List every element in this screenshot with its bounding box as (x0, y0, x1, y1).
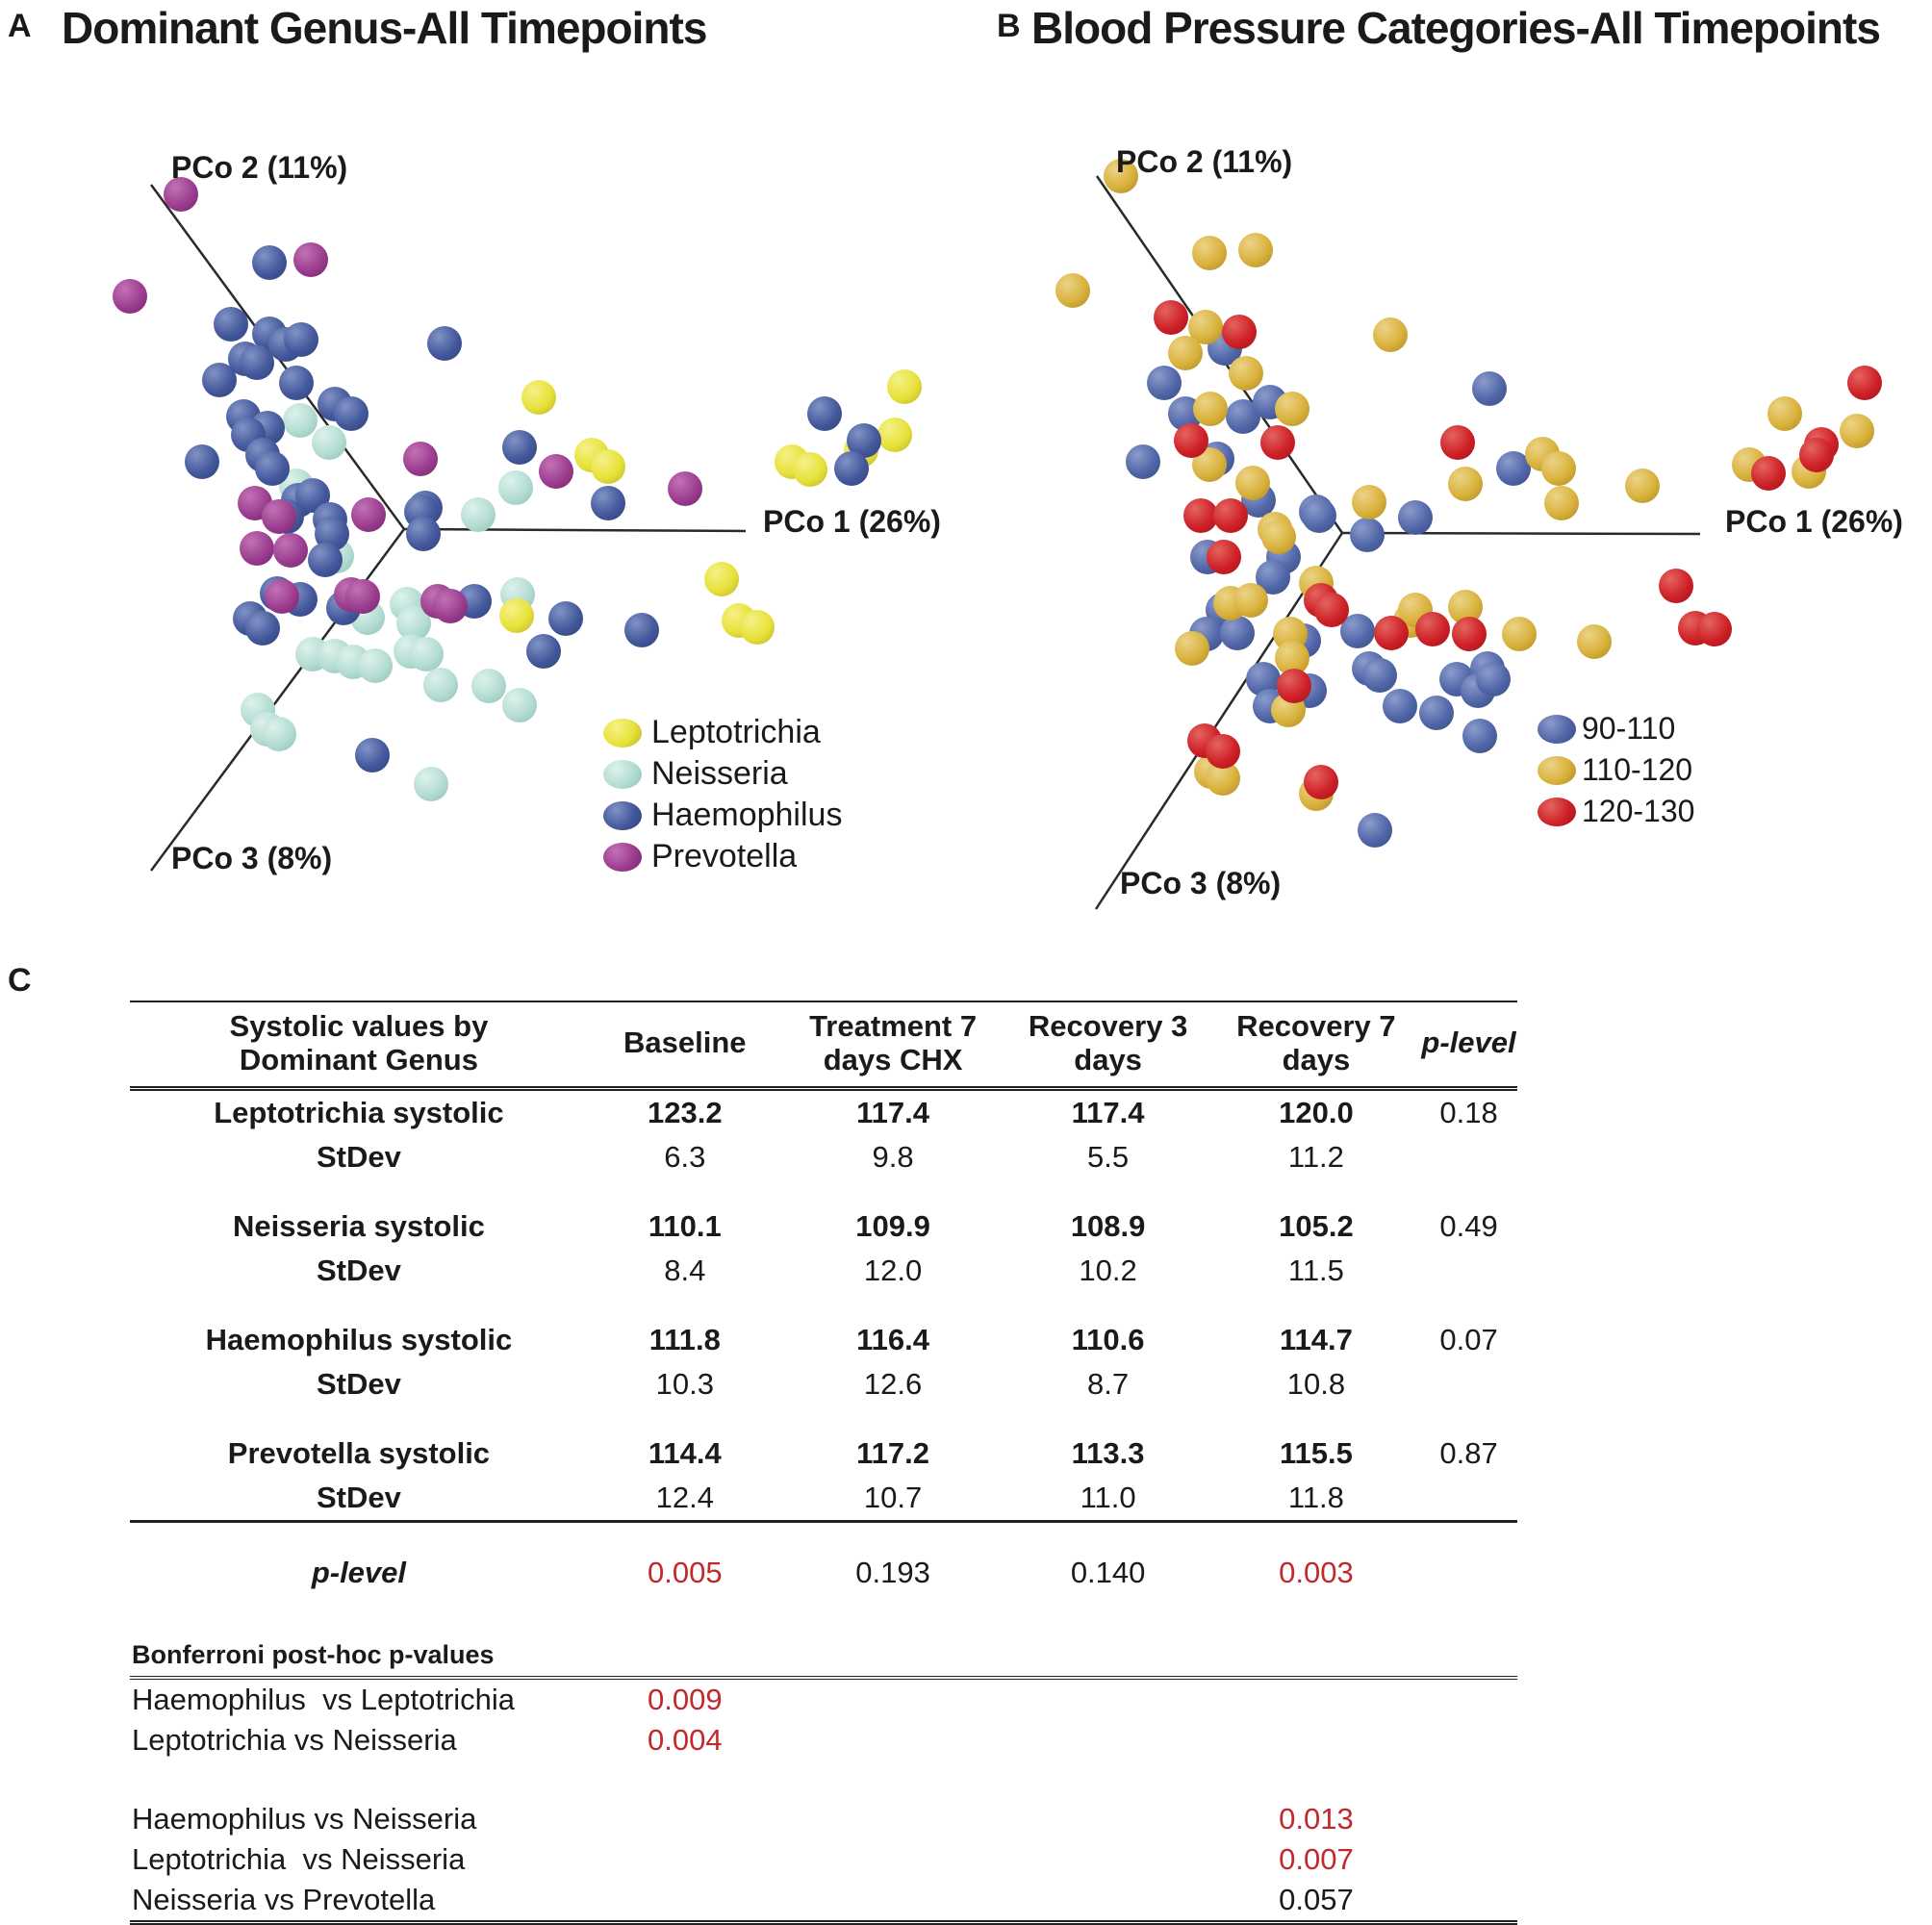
table-cell (1004, 1799, 1211, 1839)
table-cell (1420, 1293, 1517, 1318)
table-cell: Haemophilus vs Neisseria (132, 1802, 477, 1836)
data-point-Haemophilus (406, 517, 441, 551)
data-point-Neisseria (358, 648, 393, 683)
table-cell: Neisseria vs Prevotella (130, 1880, 588, 1923)
systolic-values-table (130, 1000, 1517, 1596)
table-cell: Leptotrichia vs Neisseria (132, 1723, 457, 1758)
table-cell (782, 1293, 1004, 1318)
table-cell (782, 1678, 1004, 1720)
legend-swatch-icon (1538, 798, 1576, 826)
table-cell (1420, 1406, 1517, 1431)
legend-swatch-icon (603, 843, 642, 872)
data-point-110-120 (1261, 519, 1296, 554)
table-cell: 105.2 (1279, 1209, 1354, 1244)
table-cell (588, 1179, 782, 1204)
data-point-Prevotella (262, 499, 296, 534)
legend-item (603, 795, 842, 836)
table-row (130, 1249, 1517, 1293)
data-point-Haemophilus (427, 326, 462, 361)
legend-label: Prevotella (651, 838, 798, 874)
table-row (130, 1678, 1517, 1720)
data-point-90-110 (1220, 616, 1255, 650)
panel-b-axis-pco3-label: PCo 3 (8%) (1120, 866, 1282, 900)
data-point-90-110 (1383, 689, 1417, 723)
data-point-90-110 (1472, 371, 1507, 406)
data-point-110-120 (1229, 356, 1263, 391)
data-point-Prevotella (345, 579, 380, 614)
data-point-120-130 (1304, 765, 1338, 799)
table-row (130, 1760, 1517, 1799)
table-cell (1212, 1406, 1420, 1431)
table-cell (1420, 1880, 1517, 1923)
data-point-90-110 (1476, 662, 1511, 697)
table-row (130, 1318, 1517, 1362)
legend-label: 120-130 (1582, 794, 1695, 828)
table-cell: StDev (130, 1476, 588, 1522)
table-cell: 12.0 (863, 1254, 923, 1288)
table-cell (1004, 1293, 1211, 1318)
data-point-120-130 (1659, 569, 1693, 603)
table-cell (1004, 1678, 1211, 1720)
bonferroni-table (130, 1676, 1517, 1925)
table-cell (1004, 1179, 1211, 1204)
table-row (130, 1135, 1517, 1179)
table-cell: 123.2 (648, 1096, 723, 1130)
data-point-110-120 (1233, 583, 1268, 618)
data-point-120-130 (1277, 669, 1311, 703)
table-cell (1212, 1678, 1420, 1720)
column-header: p-level (1420, 1001, 1517, 1089)
data-point-Haemophilus (308, 543, 343, 577)
table-cell (1004, 1880, 1211, 1923)
data-point-120-130 (1154, 300, 1188, 335)
data-point-Haemophilus (202, 363, 237, 397)
bonferroni-heading: Bonferroni post-hoc p-values (132, 1640, 495, 1670)
table-cell: 114.7 (1279, 1323, 1353, 1357)
table-cell (782, 1522, 1004, 1551)
table-cell: 114.4 (648, 1436, 722, 1471)
data-point-Haemophilus (548, 601, 583, 636)
table-cell (1212, 1179, 1420, 1204)
table-cell (782, 1179, 1004, 1204)
table-row (130, 1839, 1517, 1880)
data-point-90-110 (1147, 366, 1182, 400)
data-point-Prevotella (433, 589, 468, 623)
data-point-Leptotrichia (740, 610, 775, 645)
data-point-110-120 (1238, 233, 1273, 267)
table-row (130, 1179, 1517, 1204)
data-point-110-120 (1352, 485, 1386, 519)
table-cell (1212, 1293, 1420, 1318)
table-cell (1420, 1249, 1517, 1293)
data-point-Leptotrichia (591, 449, 625, 484)
data-point-90-110 (1350, 518, 1385, 552)
data-point-Prevotella (113, 279, 147, 314)
table-cell (588, 1406, 782, 1431)
legend-item (603, 712, 842, 753)
data-point-90-110 (1462, 719, 1497, 753)
data-point-110-120 (1625, 469, 1660, 503)
table-row (130, 1362, 1517, 1406)
data-point-Leptotrichia (499, 598, 534, 633)
table-row (130, 1406, 1517, 1431)
table-cell: Leptotrichia systolic (214, 1096, 504, 1130)
table-cell (1420, 1179, 1517, 1204)
legend-label: 90-110 (1582, 711, 1676, 746)
table-cell (130, 1293, 588, 1318)
data-point-Leptotrichia (887, 369, 922, 404)
table-cell (130, 1760, 588, 1799)
table-cell: 0.007 (1279, 1842, 1354, 1877)
legend-item (603, 753, 842, 795)
panel-a-axis-pco3-label: PCo 3 (8%) (171, 841, 333, 875)
data-point-110-120 (1448, 467, 1483, 501)
data-point-Neisseria (498, 470, 533, 505)
data-point-Haemophilus (255, 451, 290, 486)
data-point-Prevotella (539, 454, 573, 489)
table-cell: 8.4 (664, 1254, 706, 1288)
data-point-120-130 (1751, 456, 1786, 491)
data-point-120-130 (1222, 315, 1257, 349)
data-point-90-110 (1358, 813, 1392, 848)
table-cell (782, 1799, 1004, 1839)
table-cell (1004, 1406, 1211, 1431)
column-header: Recovery 7 days (1212, 1001, 1420, 1089)
table-cell: 9.8 (872, 1140, 914, 1175)
table-row (130, 1799, 1517, 1839)
table-cell: 111.8 (648, 1323, 721, 1357)
table-cell (1004, 1760, 1211, 1799)
legend-label: Neisseria (651, 755, 788, 792)
data-point-Neisseria (414, 767, 448, 801)
panel-b-axis-pco1-label: PCo 1 (26%) (1725, 504, 1903, 539)
table-cell: 0.193 (855, 1556, 930, 1590)
data-point-110-120 (1541, 451, 1576, 486)
table-cell: 117.4 (856, 1096, 930, 1130)
table-cell (588, 1522, 782, 1551)
data-point-120-130 (1314, 593, 1349, 627)
panel-c-letter: C (8, 962, 32, 999)
table-cell: 11.2 (1287, 1140, 1344, 1175)
table-cell: Prevotella systolic (227, 1436, 491, 1471)
data-point-120-130 (1440, 425, 1475, 460)
table-row (130, 1293, 1517, 1318)
systolic-table-section (130, 1000, 1517, 1925)
legend-item (603, 836, 842, 877)
table-cell: 109.9 (855, 1209, 930, 1244)
table-cell (1420, 1476, 1517, 1522)
table-cell: 10.8 (1286, 1367, 1346, 1402)
table-cell: 115.5 (1279, 1436, 1353, 1471)
table-header-row (130, 1001, 1517, 1089)
table-cell: 108.9 (1070, 1209, 1146, 1244)
legend-swatch-icon (1538, 756, 1576, 785)
table-cell: 116.4 (856, 1323, 930, 1357)
table-cell (1420, 1720, 1517, 1760)
table-cell (1420, 1135, 1517, 1179)
table-cell (588, 1880, 782, 1923)
table-cell: 11.5 (1287, 1254, 1344, 1288)
data-point-110-120 (1577, 624, 1612, 659)
data-point-90-110 (1126, 444, 1160, 479)
table-cell: 11.8 (1212, 1476, 1420, 1522)
data-point-Leptotrichia (704, 562, 739, 596)
data-point-Prevotella (240, 531, 274, 566)
table-cell: 10.7 (782, 1476, 1004, 1522)
table-cell: StDev (316, 1254, 401, 1288)
table-cell: 0.140 (1070, 1556, 1146, 1590)
data-point-90-110 (1302, 498, 1336, 533)
data-point-Prevotella (293, 242, 328, 277)
table-cell: Haemophilus vs Leptotrichia (130, 1678, 588, 1720)
table-cell: 0.49 (1439, 1209, 1498, 1244)
table-cell (130, 1179, 588, 1204)
legend-swatch-icon (603, 719, 642, 747)
table-cell: p-level (311, 1556, 407, 1590)
table-row (130, 1522, 1517, 1551)
table-cell (588, 1839, 782, 1880)
data-point-Haemophilus (834, 451, 869, 486)
table-row (130, 1880, 1517, 1923)
table-cell: 117.2 (856, 1436, 930, 1471)
table-cell: 0.009 (588, 1678, 782, 1720)
data-point-Leptotrichia (521, 380, 556, 415)
table-row (130, 1720, 1517, 1760)
table-cell: 110.6 (1071, 1323, 1145, 1357)
data-point-Haemophilus (214, 307, 248, 342)
table-cell (1212, 1522, 1420, 1551)
data-point-Neisseria (423, 668, 458, 702)
table-row (130, 1431, 1517, 1476)
table-cell: 5.5 (1087, 1140, 1130, 1175)
table-cell: 0.013 (1279, 1802, 1354, 1836)
table-row (130, 1550, 1517, 1596)
data-point-110-120 (1055, 273, 1090, 308)
table-cell (782, 1839, 1004, 1880)
table-cell: 0.07 (1439, 1323, 1498, 1357)
data-point-Haemophilus (334, 396, 369, 431)
table-cell: 0.18 (1439, 1096, 1498, 1130)
data-point-Neisseria (502, 688, 537, 722)
table-cell: 12.6 (863, 1367, 923, 1402)
data-point-120-130 (1697, 612, 1732, 646)
panel-a-title: Dominant Genus-All Timepoints (62, 3, 707, 53)
table-cell (130, 1522, 588, 1551)
column-header: Recovery 3 days (1004, 1001, 1211, 1089)
column-header: Treatment 7 days CHX (782, 1001, 1004, 1089)
data-point-110-120 (1373, 317, 1408, 352)
data-point-120-130 (1207, 540, 1241, 574)
table-cell: 117.4 (1071, 1096, 1145, 1130)
data-point-Leptotrichia (793, 452, 827, 487)
table-cell: 0.003 (1279, 1556, 1354, 1590)
data-point-110-120 (1275, 392, 1309, 426)
data-point-Haemophilus (252, 245, 287, 280)
data-point-90-110 (1419, 696, 1454, 730)
table-cell: 8.7 (1087, 1367, 1130, 1402)
legend-label: Leptotrichia (651, 714, 821, 750)
data-point-Haemophilus (624, 613, 659, 647)
data-point-Haemophilus (591, 486, 625, 520)
table-cell: 10.3 (655, 1367, 714, 1402)
table-cell (1004, 1839, 1211, 1880)
legend-label: Haemophilus (651, 797, 843, 833)
legend-item (1538, 749, 1694, 791)
panel-b-letter: B (997, 8, 1021, 44)
data-point-90-110 (1362, 658, 1397, 693)
table-cell (1420, 1522, 1517, 1551)
data-point-Neisseria (409, 637, 444, 671)
legend-label: 110-120 (1582, 752, 1693, 787)
table-cell: 120.0 (1279, 1096, 1354, 1130)
table-cell (130, 1406, 588, 1431)
panel-b-legend (1538, 708, 1694, 832)
table-cell (782, 1406, 1004, 1431)
data-point-120-130 (1174, 423, 1208, 458)
panel-a-letter: A (8, 8, 32, 44)
panel-a-axis-pco1-label: PCo 1 (26%) (763, 504, 941, 539)
data-point-Leptotrichia (877, 418, 912, 452)
table-cell: Leptotrichia vs Neisseria (132, 1842, 466, 1877)
data-point-Haemophilus (807, 396, 842, 431)
data-point-120-130 (1799, 438, 1834, 472)
table-cell (588, 1760, 782, 1799)
data-point-90-110 (1398, 500, 1433, 535)
table-cell: 0.87 (1439, 1436, 1498, 1471)
data-point-Prevotella (265, 579, 299, 614)
table-cell (782, 1760, 1004, 1799)
column-header: Systolic values by Dominant Genus (130, 1001, 588, 1089)
table-cell: 113.3 (1071, 1436, 1145, 1471)
table-row (130, 1089, 1517, 1136)
table-cell (1004, 1522, 1211, 1551)
table-cell: 110.1 (648, 1209, 722, 1244)
table-cell (1004, 1720, 1211, 1760)
table-cell: StDev (316, 1367, 401, 1402)
data-point-Haemophilus (502, 430, 537, 465)
panel-b-title: Blood Pressure Categories-All Timepoints (1031, 3, 1880, 53)
panel-a-legend (603, 712, 842, 877)
table-cell (588, 1799, 782, 1839)
data-point-110-120 (1175, 631, 1209, 666)
data-point-Haemophilus (284, 322, 318, 357)
data-point-Haemophilus (185, 444, 219, 479)
table-row (130, 1476, 1517, 1522)
data-point-110-120 (1767, 396, 1802, 431)
legend-swatch-icon (603, 801, 642, 830)
data-point-Haemophilus (245, 611, 280, 646)
table-cell: StDev (316, 1140, 401, 1175)
table-cell (782, 1880, 1004, 1923)
data-point-110-120 (1235, 466, 1270, 500)
data-point-Neisseria (461, 497, 496, 532)
table-cell: Haemophilus systolic (205, 1323, 513, 1357)
legend-item (1538, 708, 1694, 749)
table-cell (1212, 1760, 1420, 1799)
data-point-110-120 (1502, 617, 1537, 651)
table-cell: 11.0 (1004, 1476, 1211, 1522)
data-point-110-120 (1192, 236, 1227, 270)
data-point-120-130 (1452, 617, 1487, 651)
table-cell (1420, 1362, 1517, 1406)
table-cell (782, 1720, 1004, 1760)
data-point-120-130 (1260, 425, 1295, 460)
data-point-Haemophilus (355, 738, 390, 773)
data-point-Neisseria (262, 717, 296, 751)
table-row (130, 1204, 1517, 1249)
data-point-Haemophilus (526, 634, 561, 669)
panel-b-axis-pco2-label: PCo 2 (11%) (1116, 144, 1293, 179)
data-point-120-130 (1206, 734, 1240, 769)
data-point-Neisseria (471, 669, 506, 703)
table-cell (1420, 1760, 1517, 1799)
data-point-120-130 (1213, 498, 1248, 533)
data-point-Haemophilus (240, 345, 274, 380)
data-point-120-130 (1847, 366, 1882, 400)
table-cell (1420, 1678, 1517, 1720)
data-point-110-120 (1544, 486, 1579, 520)
data-point-110-120 (1193, 392, 1228, 426)
data-point-110-120 (1840, 414, 1874, 448)
data-point-Prevotella (403, 442, 438, 476)
data-point-Prevotella (668, 471, 702, 506)
data-point-Haemophilus (279, 366, 314, 400)
table-cell: Neisseria systolic (232, 1209, 485, 1244)
data-point-120-130 (1415, 612, 1450, 646)
data-point-120-130 (1374, 616, 1409, 650)
table-cell (1420, 1550, 1517, 1596)
table-cell: 0.057 (1212, 1880, 1420, 1923)
table-cell: 6.3 (664, 1140, 706, 1175)
data-point-110-120 (1168, 336, 1203, 370)
legend-item (1538, 791, 1694, 832)
panel-a-axis-pco2-label: PCo 2 (11%) (171, 150, 348, 185)
data-point-Prevotella (273, 533, 308, 568)
legend-swatch-icon (603, 760, 642, 789)
data-point-Neisseria (283, 403, 318, 438)
table-cell: 0.004 (648, 1723, 723, 1758)
table-cell: 0.005 (648, 1556, 723, 1590)
table-cell (1420, 1839, 1517, 1880)
table-cell (588, 1293, 782, 1318)
data-point-Prevotella (351, 497, 386, 532)
legend-swatch-icon (1538, 715, 1576, 744)
table-cell: 12.4 (588, 1476, 782, 1522)
table-cell (1420, 1799, 1517, 1839)
table-cell (1212, 1720, 1420, 1760)
column-header: Baseline (588, 1001, 782, 1089)
table-cell: 10.2 (1079, 1254, 1137, 1288)
data-point-Neisseria (312, 425, 346, 460)
